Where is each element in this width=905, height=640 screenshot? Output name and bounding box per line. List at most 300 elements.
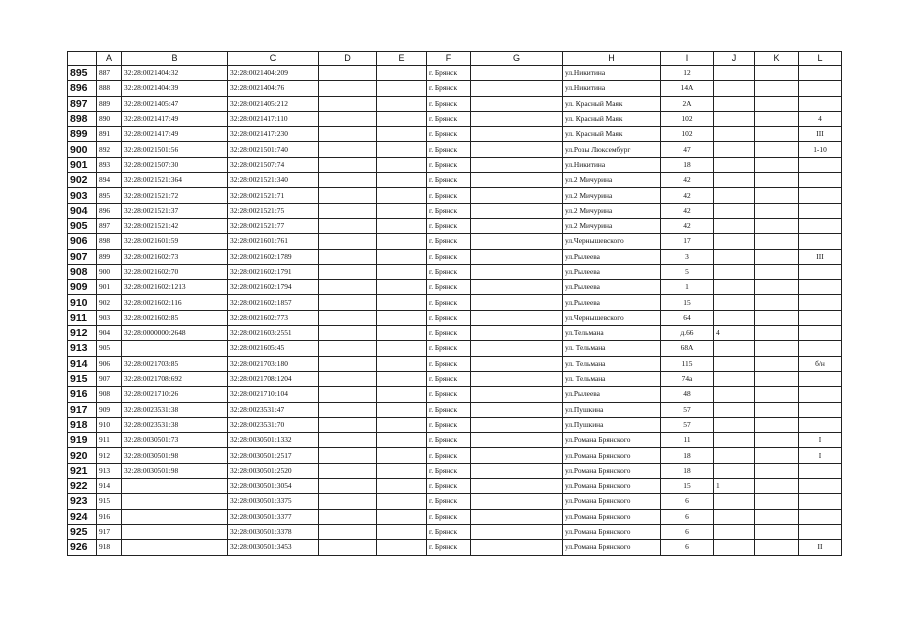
cell-f: г. Брянск [427, 387, 471, 402]
cell-l: 4 [799, 111, 842, 126]
cell-e [377, 463, 427, 478]
cell-i: 47 [661, 142, 714, 157]
cell-g [471, 326, 563, 341]
cell-g [471, 203, 563, 218]
cell-l [799, 463, 842, 478]
cell-f: г. Брянск [427, 509, 471, 524]
cell-e [377, 509, 427, 524]
cell-j [714, 218, 755, 233]
cell-d [319, 448, 377, 463]
table-row [68, 249, 842, 264]
cell-c: 32:28:0021601:761 [228, 234, 319, 249]
cell-l [799, 203, 842, 218]
cell-e [377, 540, 427, 555]
cell-k [755, 524, 799, 539]
table-row [68, 524, 842, 539]
cell-c: 32:28:0021602:1791 [228, 264, 319, 279]
cell-l: б/н [799, 356, 842, 371]
row-number: 914 [68, 356, 97, 371]
cell-d [319, 326, 377, 341]
cell-i: 68А [661, 341, 714, 356]
cell-d [319, 356, 377, 371]
cell-l [799, 173, 842, 188]
cell-j [714, 127, 755, 142]
column-header-i: I [661, 52, 714, 66]
cell-a: 908 [97, 387, 122, 402]
cell-f: г. Брянск [427, 371, 471, 386]
cell-i: 64 [661, 310, 714, 325]
cell-g [471, 356, 563, 371]
cell-j [714, 494, 755, 509]
cell-e [377, 387, 427, 402]
cell-b [122, 509, 228, 524]
cell-j [714, 264, 755, 279]
cell-i: 15 [661, 295, 714, 310]
cell-b [122, 341, 228, 356]
cell-f: г. Брянск [427, 494, 471, 509]
row-number: 910 [68, 295, 97, 310]
cell-j [714, 111, 755, 126]
column-header-b: B [122, 52, 228, 66]
cell-a: 909 [97, 402, 122, 417]
cell-d [319, 264, 377, 279]
cell-a: 895 [97, 188, 122, 203]
cell-k [755, 417, 799, 432]
cell-b: 32:28:0021708:692 [122, 371, 228, 386]
cell-c: 32:28:0030501:2520 [228, 463, 319, 478]
cell-b [122, 479, 228, 494]
cell-c: 32:28:0021602:773 [228, 310, 319, 325]
cell-d [319, 188, 377, 203]
cell-i: 102 [661, 127, 714, 142]
cell-b: 32:28:0021602:1213 [122, 280, 228, 295]
cell-h: ул.Никитина [563, 157, 661, 172]
cell-i: 17 [661, 234, 714, 249]
row-number: 920 [68, 448, 97, 463]
cell-k [755, 96, 799, 111]
cell-g [471, 448, 563, 463]
cell-c: 32:28:0021521:340 [228, 173, 319, 188]
cell-b: 32:28:0021602:70 [122, 264, 228, 279]
row-number: 909 [68, 280, 97, 295]
row-number: 904 [68, 203, 97, 218]
cell-a: 892 [97, 142, 122, 157]
cell-k [755, 66, 799, 81]
cell-g [471, 341, 563, 356]
cell-f: г. Брянск [427, 433, 471, 448]
cell-k [755, 540, 799, 555]
cell-c: 32:28:0021703:180 [228, 356, 319, 371]
cell-l: III [799, 249, 842, 264]
column-header-g: G [471, 52, 563, 66]
cell-b [122, 524, 228, 539]
cell-h: ул.2 Мичурина [563, 173, 661, 188]
cell-e [377, 66, 427, 81]
cell-h: ул.Романа Брянского [563, 448, 661, 463]
cell-a: 896 [97, 203, 122, 218]
cell-d [319, 371, 377, 386]
cell-a: 888 [97, 81, 122, 96]
cell-h: ул.Романа Брянского [563, 494, 661, 509]
cell-k [755, 402, 799, 417]
cell-h: ул. Тельмана [563, 356, 661, 371]
cell-d [319, 96, 377, 111]
cell-e [377, 81, 427, 96]
cell-c: 32:28:0021507:74 [228, 157, 319, 172]
cell-e [377, 479, 427, 494]
cell-c: 32:28:0021501:740 [228, 142, 319, 157]
cell-l [799, 417, 842, 432]
cell-d [319, 494, 377, 509]
cell-h: ул.Романа Брянского [563, 509, 661, 524]
cell-d [319, 249, 377, 264]
cell-e [377, 96, 427, 111]
cell-e [377, 310, 427, 325]
cell-k [755, 371, 799, 386]
cell-d [319, 524, 377, 539]
cell-j: 4 [714, 326, 755, 341]
cell-j: 1 [714, 479, 755, 494]
row-number: 898 [68, 111, 97, 126]
column-header-f: F [427, 52, 471, 66]
cell-h: ул. Тельмана [563, 341, 661, 356]
cell-f: г. Брянск [427, 96, 471, 111]
table-row [68, 280, 842, 295]
cell-c: 32:28:0030501:1332 [228, 433, 319, 448]
cell-e [377, 264, 427, 279]
cell-b: 32:28:0021404:32 [122, 66, 228, 81]
cell-k [755, 448, 799, 463]
cell-c: 32:28:0021710:104 [228, 387, 319, 402]
cell-d [319, 234, 377, 249]
table-row [68, 203, 842, 218]
cell-f: г. Брянск [427, 218, 471, 233]
cell-j [714, 402, 755, 417]
table-row [68, 234, 842, 249]
cell-e [377, 218, 427, 233]
cell-b: 32:28:0000000:2648 [122, 326, 228, 341]
cell-c: 32:28:0030501:2517 [228, 448, 319, 463]
table-row [68, 463, 842, 478]
cell-j [714, 448, 755, 463]
cell-a: 900 [97, 264, 122, 279]
table-row [68, 188, 842, 203]
cell-i: 42 [661, 173, 714, 188]
cell-a: 905 [97, 341, 122, 356]
table-row [68, 111, 842, 126]
cell-d [319, 479, 377, 494]
cell-j [714, 524, 755, 539]
cell-d [319, 218, 377, 233]
cell-j [714, 280, 755, 295]
cell-l: I [799, 433, 842, 448]
cell-b: 32:28:0021521:37 [122, 203, 228, 218]
cell-e [377, 402, 427, 417]
cell-h: ул.2 Мичурина [563, 188, 661, 203]
cell-i: 6 [661, 494, 714, 509]
cell-j [714, 295, 755, 310]
cell-a: 887 [97, 66, 122, 81]
table-row [68, 494, 842, 509]
column-header-h: H [563, 52, 661, 66]
cell-k [755, 111, 799, 126]
column-header-d: D [319, 52, 377, 66]
cell-h: ул.Пушкина [563, 417, 661, 432]
cell-a: 907 [97, 371, 122, 386]
cell-h: ул.Рылеева [563, 295, 661, 310]
table-row [68, 218, 842, 233]
cell-k [755, 341, 799, 356]
cell-e [377, 203, 427, 218]
cell-i: 18 [661, 463, 714, 478]
cell-b: 32:28:0030501:98 [122, 463, 228, 478]
cell-j [714, 96, 755, 111]
cell-k [755, 433, 799, 448]
cell-d [319, 280, 377, 295]
cell-f: г. Брянск [427, 540, 471, 555]
column-header-k: K [755, 52, 799, 66]
cell-b [122, 540, 228, 555]
cell-l [799, 494, 842, 509]
table-row [68, 402, 842, 417]
cell-h: ул.Рылеева [563, 249, 661, 264]
row-number: 905 [68, 218, 97, 233]
cell-g [471, 402, 563, 417]
cell-l [799, 280, 842, 295]
row-number: 916 [68, 387, 97, 402]
cell-e [377, 356, 427, 371]
cell-a: 901 [97, 280, 122, 295]
cell-l: I [799, 448, 842, 463]
row-number: 921 [68, 463, 97, 478]
cell-k [755, 509, 799, 524]
cell-d [319, 81, 377, 96]
cell-j [714, 310, 755, 325]
cell-g [471, 387, 563, 402]
cell-g [471, 494, 563, 509]
cell-i: 14А [661, 81, 714, 96]
cell-i: д.66 [661, 326, 714, 341]
cell-c: 32:28:0030501:3377 [228, 509, 319, 524]
row-number: 908 [68, 264, 97, 279]
cell-g [471, 66, 563, 81]
cell-d [319, 433, 377, 448]
row-number: 925 [68, 524, 97, 539]
cell-c: 32:28:0021405:212 [228, 96, 319, 111]
cell-a: 911 [97, 433, 122, 448]
cell-c: 32:28:0021417:230 [228, 127, 319, 142]
cell-l: II [799, 540, 842, 555]
row-number: 913 [68, 341, 97, 356]
cell-f: г. Брянск [427, 66, 471, 81]
cell-k [755, 203, 799, 218]
cell-b: 32:28:0021521:42 [122, 218, 228, 233]
cell-a: 917 [97, 524, 122, 539]
cell-i: 15 [661, 479, 714, 494]
cell-k [755, 188, 799, 203]
cell-g [471, 280, 563, 295]
cell-k [755, 280, 799, 295]
cell-h: ул.2 Мичурина [563, 218, 661, 233]
table-row [68, 479, 842, 494]
cell-l [799, 295, 842, 310]
cell-c: 32:28:0021417:110 [228, 111, 319, 126]
cell-c: 32:28:0030501:3453 [228, 540, 319, 555]
cell-d [319, 463, 377, 478]
row-number: 922 [68, 479, 97, 494]
cell-c: 32:28:0021521:77 [228, 218, 319, 233]
row-number: 896 [68, 81, 97, 96]
row-number: 907 [68, 249, 97, 264]
cell-h: ул. Красный Маяк [563, 127, 661, 142]
row-number: 912 [68, 326, 97, 341]
cell-d [319, 387, 377, 402]
column-header-corner [68, 52, 97, 66]
cell-g [471, 173, 563, 188]
cell-e [377, 249, 427, 264]
cell-a: 902 [97, 295, 122, 310]
row-number: 924 [68, 509, 97, 524]
cell-g [471, 524, 563, 539]
cell-j [714, 540, 755, 555]
table-row [68, 157, 842, 172]
cell-j [714, 249, 755, 264]
cell-b: 32:28:0021602:85 [122, 310, 228, 325]
cell-k [755, 356, 799, 371]
cell-i: 42 [661, 218, 714, 233]
row-number: 901 [68, 157, 97, 172]
cell-a: 913 [97, 463, 122, 478]
cell-a: 897 [97, 218, 122, 233]
cell-f: г. Брянск [427, 326, 471, 341]
cell-g [471, 509, 563, 524]
cell-j [714, 66, 755, 81]
cell-h: ул.Рылеева [563, 264, 661, 279]
cell-f: г. Брянск [427, 142, 471, 157]
cell-d [319, 341, 377, 356]
cell-e [377, 341, 427, 356]
cell-k [755, 157, 799, 172]
cell-k [755, 81, 799, 96]
cell-b [122, 494, 228, 509]
row-number: 903 [68, 188, 97, 203]
cell-l [799, 387, 842, 402]
cell-d [319, 310, 377, 325]
cell-e [377, 371, 427, 386]
cell-a: 889 [97, 96, 122, 111]
cell-l: 1-10 [799, 142, 842, 157]
cell-b: 32:28:0021710:26 [122, 387, 228, 402]
column-header-c: C [228, 52, 319, 66]
cell-b: 32:28:0021405:47 [122, 96, 228, 111]
cell-i: 6 [661, 509, 714, 524]
cell-a: 890 [97, 111, 122, 126]
cell-f: г. Брянск [427, 280, 471, 295]
cell-h: ул.Тельмана [563, 326, 661, 341]
cell-a: 910 [97, 417, 122, 432]
cell-j [714, 509, 755, 524]
cell-i: 42 [661, 203, 714, 218]
cell-g [471, 479, 563, 494]
cell-d [319, 417, 377, 432]
cell-k [755, 387, 799, 402]
cell-e [377, 234, 427, 249]
cell-g [471, 111, 563, 126]
column-header-row [68, 52, 842, 66]
cell-f: г. Брянск [427, 81, 471, 96]
cell-l: III [799, 127, 842, 142]
row-number: 900 [68, 142, 97, 157]
cell-d [319, 111, 377, 126]
cell-f: г. Брянск [427, 448, 471, 463]
cell-d [319, 66, 377, 81]
cell-h: ул.Романа Брянского [563, 540, 661, 555]
table-row [68, 295, 842, 310]
table-row [68, 341, 842, 356]
cell-k [755, 234, 799, 249]
cell-d [319, 157, 377, 172]
cell-k [755, 494, 799, 509]
cell-f: г. Брянск [427, 249, 471, 264]
cell-i: 6 [661, 540, 714, 555]
cell-g [471, 234, 563, 249]
cell-c: 32:28:0030501:3375 [228, 494, 319, 509]
cell-e [377, 127, 427, 142]
table-row [68, 173, 842, 188]
cell-a: 914 [97, 479, 122, 494]
cell-f: г. Брянск [427, 310, 471, 325]
cell-c: 32:28:0021603:2551 [228, 326, 319, 341]
cell-c: 32:28:0021602:1794 [228, 280, 319, 295]
cell-b: 32:28:0021602:116 [122, 295, 228, 310]
table-row [68, 417, 842, 432]
cell-k [755, 249, 799, 264]
cell-h: ул.Чернышевского [563, 234, 661, 249]
table-row [68, 326, 842, 341]
cell-h: ул.Розы Люксембург [563, 142, 661, 157]
cell-f: г. Брянск [427, 463, 471, 478]
cell-c: 32:28:0021521:71 [228, 188, 319, 203]
cell-i: 11 [661, 433, 714, 448]
cell-e [377, 157, 427, 172]
cell-g [471, 295, 563, 310]
cell-b: 32:28:0030501:73 [122, 433, 228, 448]
cell-b: 32:28:0021404:39 [122, 81, 228, 96]
cell-l [799, 234, 842, 249]
cell-c: 32:28:0021602:1789 [228, 249, 319, 264]
cell-g [471, 96, 563, 111]
cell-l [799, 326, 842, 341]
cell-k [755, 127, 799, 142]
cell-a: 899 [97, 249, 122, 264]
table-row [68, 387, 842, 402]
row-number: 918 [68, 417, 97, 432]
cell-i: 18 [661, 157, 714, 172]
cell-f: г. Брянск [427, 341, 471, 356]
row-number: 906 [68, 234, 97, 249]
cell-d [319, 540, 377, 555]
cell-i: 18 [661, 448, 714, 463]
cell-g [471, 218, 563, 233]
cell-k [755, 173, 799, 188]
table-row [68, 371, 842, 386]
table-row [68, 264, 842, 279]
cell-a: 894 [97, 173, 122, 188]
cell-e [377, 326, 427, 341]
cell-l [799, 66, 842, 81]
cell-f: г. Брянск [427, 234, 471, 249]
cell-e [377, 524, 427, 539]
